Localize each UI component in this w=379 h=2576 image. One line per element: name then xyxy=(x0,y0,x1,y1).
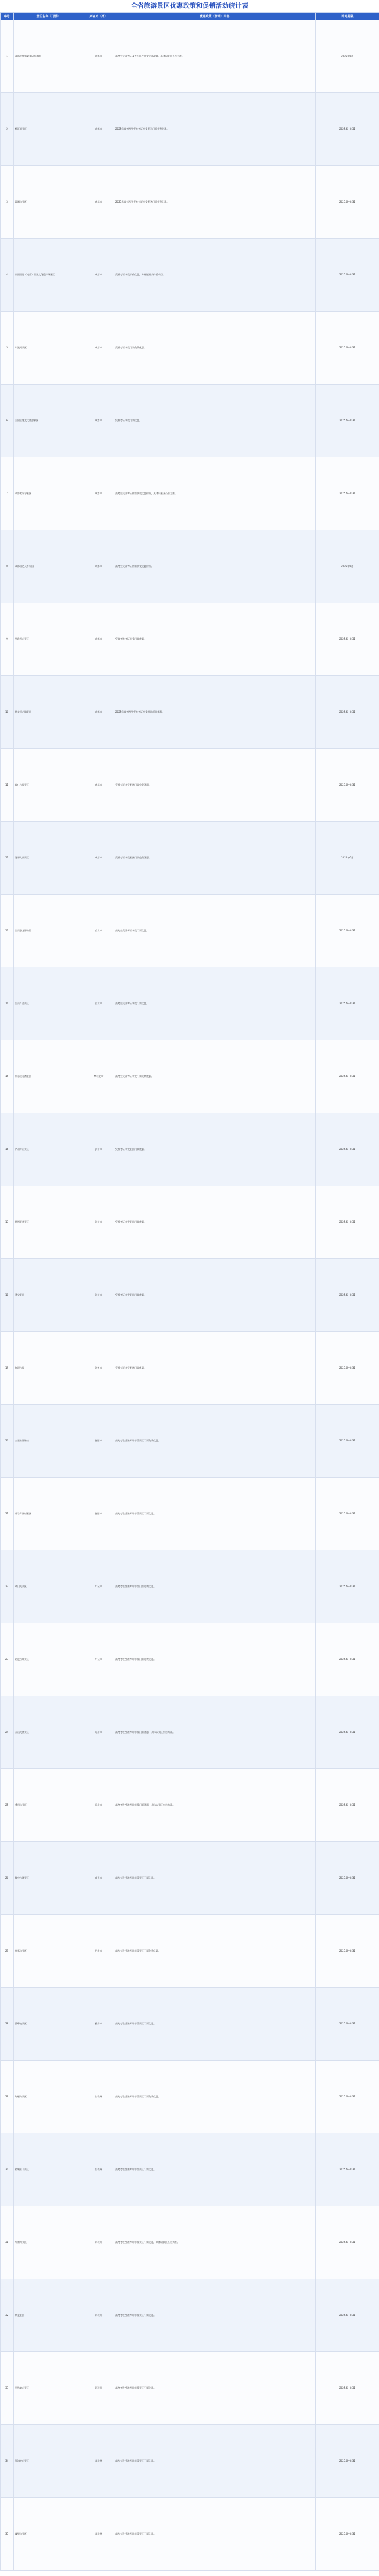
row-number: 13 xyxy=(1,895,14,967)
attraction-name: 尧坝古镇 xyxy=(14,1332,83,1405)
table-row xyxy=(1,2425,379,2498)
city-name: 乐山市 xyxy=(83,1696,114,1769)
attraction-name: 绵竹年画村景区 xyxy=(14,1478,83,1550)
table-body xyxy=(1,20,379,2571)
row-number: 34 xyxy=(1,2425,14,2498)
city-name: 攀枝花市 xyxy=(83,1040,114,1113)
city-name: 成都市 xyxy=(83,93,114,166)
city-name: 泸州市 xyxy=(83,1259,114,1332)
row-number: 6 xyxy=(1,385,14,457)
table-row xyxy=(1,603,379,676)
policy-text: 高考考生凭准考证享受景区门票优惠。 xyxy=(114,2133,316,2206)
row-number: 22 xyxy=(1,1550,14,1623)
table-row xyxy=(1,1040,379,1113)
attraction-name: 乐山大佛景区 xyxy=(14,1696,83,1769)
table-row xyxy=(1,530,379,603)
time-period: 2025.6—8.31 xyxy=(316,1842,379,1915)
policy-text: 高考生凭准考证及身份证件享受优惠政策，具体以景区公告为准。 xyxy=(114,20,316,93)
city-name: 自贡市 xyxy=(83,967,114,1040)
time-period: 2025.6—8.31 xyxy=(316,1040,379,1113)
policy-text: 凭准考证享受景区门票免费优惠。 xyxy=(114,822,316,895)
row-number: 18 xyxy=(1,1259,14,1332)
row-number: 17 xyxy=(1,1186,14,1259)
policy-text: 高考考生凭准考证享受景区门票优惠。 xyxy=(114,1988,316,2061)
policy-text: 高考考生凭准考证享受景区门票优惠。 xyxy=(114,2279,316,2352)
row-number: 14 xyxy=(1,967,14,1040)
time-period: 2025.6—8.31 xyxy=(316,2425,379,2498)
attraction-name: 成都欢乐谷景区 xyxy=(14,457,83,530)
table-row xyxy=(1,2133,379,2206)
policy-text: 高考考生凭准考证享受景区门票优惠。 xyxy=(114,1478,316,1550)
attraction-name: 泸州方山景区 xyxy=(14,1113,83,1186)
row-number: 30 xyxy=(1,2133,14,2206)
attraction-name: 峨眉山景区 xyxy=(14,1769,83,1842)
policy-text: 2025年高考考生凭准考证享受景区门票免费优惠。 xyxy=(114,166,316,239)
row-number: 29 xyxy=(1,2061,14,2133)
row-number: 8 xyxy=(1,530,14,603)
table-row xyxy=(1,312,379,385)
attraction-name: 稻城亚丁景区 xyxy=(14,2133,83,2206)
row-number: 35 xyxy=(1,2498,14,2571)
city-name: 成都市 xyxy=(83,676,114,749)
time-period: 2025.6—8.31 xyxy=(316,385,379,457)
city-name: 成都市 xyxy=(83,239,114,312)
row-number: 23 xyxy=(1,1623,14,1696)
table-row xyxy=(1,1186,379,1259)
attraction-name: 花舞人间景区 xyxy=(14,822,83,895)
row-number: 31 xyxy=(1,2206,14,2279)
table-row xyxy=(1,2206,379,2279)
row-number: 1 xyxy=(1,20,14,93)
table-row xyxy=(1,967,379,1040)
time-period: 2025.6—8.31 xyxy=(316,2133,379,2206)
city-name: 成都市 xyxy=(83,822,114,895)
attraction-name: 黄荆老林景区 xyxy=(14,1186,83,1259)
attraction-name: 九寨沟景区 xyxy=(14,2206,83,2279)
header-region: 所在市（州） xyxy=(83,13,114,20)
city-name: 凉山州 xyxy=(83,2425,114,2498)
city-name: 阿坝州 xyxy=(83,2206,114,2279)
policy-text: 高考考生凭准考证享受门票免费优惠。 xyxy=(114,1550,316,1623)
row-number: 7 xyxy=(1,457,14,530)
header-date: 时间期限 xyxy=(316,13,379,20)
table-row xyxy=(1,385,379,457)
attraction-name: 海螺沟景区 xyxy=(14,2061,83,2133)
policy-text: 高考考生凭准考证享受门票优惠，具体以景区公告为准。 xyxy=(114,1769,316,1842)
city-name: 阿坝州 xyxy=(83,2279,114,2352)
city-name: 成都市 xyxy=(83,530,114,603)
time-period: 2025.6—8.31 xyxy=(316,1696,379,1769)
table-row xyxy=(1,676,379,749)
attraction-name: 中国国际（成都）世界文化遗产城景区 xyxy=(14,239,83,312)
attraction-name: 西岭雪山景区 xyxy=(14,603,83,676)
row-number: 21 xyxy=(1,1478,14,1550)
policy-text: 高考考生凭准考证享受景区门票优惠。 xyxy=(114,1842,316,1915)
row-number: 20 xyxy=(1,1405,14,1478)
policy-text: 凭准考证享受景区门票优惠。 xyxy=(114,1332,316,1405)
row-number: 28 xyxy=(1,1988,14,2061)
row-number: 19 xyxy=(1,1332,14,1405)
city-name: 成都市 xyxy=(83,385,114,457)
time-period: 2025.6—8.31 xyxy=(316,967,379,1040)
table-row xyxy=(1,2498,379,2571)
table-header-row xyxy=(1,13,379,20)
row-number: 25 xyxy=(1,1769,14,1842)
policy-text: 凭准考证享受门票免费优惠。 xyxy=(114,312,316,385)
city-name: 泸州市 xyxy=(83,1113,114,1186)
time-period: 2025.6—8.31 xyxy=(316,1915,379,1988)
policy-text: 凭准考证享受半价优惠，并赠送相关体验项目。 xyxy=(114,239,316,312)
attraction-name: 碧峰峡景区 xyxy=(14,1988,83,2061)
time-period: 2025年6月 xyxy=(316,530,379,603)
row-number: 9 xyxy=(1,603,14,676)
table-row xyxy=(1,1769,379,1842)
table-row xyxy=(1,1915,379,1988)
policy-text: 高考考生凭准考证享受景区门票优惠。 xyxy=(114,2425,316,2498)
city-name: 成都市 xyxy=(83,749,114,822)
row-number: 15 xyxy=(1,1040,14,1113)
row-number: 12 xyxy=(1,822,14,895)
attraction-name: 昭化古城景区 xyxy=(14,1623,83,1696)
policy-text: 高考考生凭准考证享受门票免费优惠。 xyxy=(114,1623,316,1696)
attraction-name: 自贡恐龙博物馆 xyxy=(14,895,83,967)
city-name: 广元市 xyxy=(83,1550,114,1623)
policy-text: 高考生凭准考证享受门票免费优惠。 xyxy=(114,1040,316,1113)
policy-text: 高考生凭准考证购票享受优惠价格。 xyxy=(114,530,316,603)
city-name: 德阳市 xyxy=(83,1405,114,1478)
attraction-name: 光雾山景区 xyxy=(14,1915,83,1988)
row-number: 26 xyxy=(1,1842,14,1915)
header-policy: 优惠政策（活动）内容 xyxy=(114,13,316,20)
attraction-name: 黄龙溪古镇景区 xyxy=(14,676,83,749)
attraction-name: 剑门关景区 xyxy=(14,1550,83,1623)
table-row xyxy=(1,1113,379,1186)
time-period: 2025.6—8.31 xyxy=(316,1478,379,1550)
time-period: 2025.6—8.31 xyxy=(316,1113,379,1186)
attraction-name: 都江堰景区 xyxy=(14,93,83,166)
time-period: 2025年6月 xyxy=(316,822,379,895)
attraction-name: 黄龙景区 xyxy=(14,2279,83,2352)
time-period: 2025.6—8.31 xyxy=(316,1988,379,2061)
attraction-name: 四姑娘山景区 xyxy=(14,2352,83,2425)
time-period: 2025.6—8.31 xyxy=(316,1332,379,1405)
table-row xyxy=(1,1478,379,1550)
city-name: 南充市 xyxy=(83,1842,114,1915)
time-period: 2025.6—8.31 xyxy=(316,1550,379,1623)
attraction-name: 成都国色天乡乐园 xyxy=(14,530,83,603)
table-row xyxy=(1,1405,379,1478)
table-row xyxy=(1,2061,379,2133)
attraction-name: 安仁古镇景区 xyxy=(14,749,83,822)
city-name: 巴中市 xyxy=(83,1915,114,1988)
time-period: 2025.6—8.31 xyxy=(316,166,379,239)
table-row xyxy=(1,1623,379,1696)
row-number: 4 xyxy=(1,239,14,312)
time-period: 2025.6—8.31 xyxy=(316,676,379,749)
table-row xyxy=(1,1696,379,1769)
row-number: 2 xyxy=(1,93,14,166)
attraction-name: 螺髻山景区 xyxy=(14,2498,83,2571)
time-period: 2025.6—8.31 xyxy=(316,93,379,166)
policy-text: 高考考生凭准考证享受景区门票免费优惠。 xyxy=(114,1915,316,1988)
table-row xyxy=(1,822,379,895)
time-period: 2025.6—8.31 xyxy=(316,1259,379,1332)
table-row xyxy=(1,1988,379,2061)
city-name: 成都市 xyxy=(83,166,114,239)
table-row xyxy=(1,166,379,239)
policy-text: 凭准考证享受景区门票优惠。 xyxy=(114,1113,316,1186)
time-period: 2025.6—8.31 xyxy=(316,457,379,530)
time-period: 2025.6—8.31 xyxy=(316,239,379,312)
promotion-table xyxy=(0,12,379,2571)
table-row xyxy=(1,239,379,312)
header-no: 序号 xyxy=(1,13,14,20)
city-name: 泸州市 xyxy=(83,1186,114,1259)
policy-text: 高考生凭准考证享受门票优惠。 xyxy=(114,967,316,1040)
table-row xyxy=(1,1332,379,1405)
row-number: 5 xyxy=(1,312,14,385)
row-number: 27 xyxy=(1,1915,14,1988)
table-row xyxy=(1,2279,379,2352)
attraction-name: 三星堆博物馆 xyxy=(14,1405,83,1478)
table-row xyxy=(1,2352,379,2425)
policy-text: 高考考生凭准考证享受景区门票免费优惠。 xyxy=(114,2061,316,2133)
attraction-name: 阆中古城景区 xyxy=(14,1842,83,1915)
policy-text: 凭准考证享受景区门票优惠。 xyxy=(114,1259,316,1332)
table-row xyxy=(1,895,379,967)
policy-text: 凭准考证享受景区门票优惠。 xyxy=(114,1186,316,1259)
attraction-name: 自贡灯会景区 xyxy=(14,967,83,1040)
city-name: 成都市 xyxy=(83,603,114,676)
time-period: 2025.6—8.31 xyxy=(316,2279,379,2352)
table-row xyxy=(1,93,379,166)
page-title: 全省旅游景区优惠政策和促销活动统计表 xyxy=(0,0,379,12)
city-name: 成都市 xyxy=(83,312,114,385)
city-name: 成都市 xyxy=(83,457,114,530)
table-row xyxy=(1,1259,379,1332)
city-name: 广元市 xyxy=(83,1623,114,1696)
city-name: 雅安市 xyxy=(83,1988,114,2061)
city-name: 成都市 xyxy=(83,20,114,93)
row-number: 10 xyxy=(1,676,14,749)
attraction-name: 邛海泸山景区 xyxy=(14,2425,83,2498)
attraction-name: 六渡河景区 xyxy=(14,312,83,385)
city-name: 甘孜州 xyxy=(83,2061,114,2133)
time-period: 2025.6—8.31 xyxy=(316,2061,379,2133)
row-number: 16 xyxy=(1,1113,14,1186)
table-row xyxy=(1,20,379,93)
policy-text: 凭准考证享受门票优惠。 xyxy=(114,385,316,457)
city-name: 凉山州 xyxy=(83,2498,114,2571)
attraction-name: 三国主题文化旅游景区 xyxy=(14,385,83,457)
city-name: 泸州市 xyxy=(83,1332,114,1405)
policy-text: 高考考生凭准考证享受景区门票优惠。 xyxy=(114,2352,316,2425)
table-row xyxy=(1,457,379,530)
policy-text: 高考考生凭准考证享受门票优惠，具体以景区公告为准。 xyxy=(114,1696,316,1769)
policy-text: 高考生凭准考证购票享受优惠价格，具体以景区公告为准。 xyxy=(114,457,316,530)
time-period: 2025.6—8.31 xyxy=(316,2352,379,2425)
row-number: 32 xyxy=(1,2279,14,2352)
attraction-name: 佛宝景区 xyxy=(14,1259,83,1332)
time-period: 2025.6—8.31 xyxy=(316,749,379,822)
table-row xyxy=(1,1842,379,1915)
time-period: 2025.6—8.31 xyxy=(316,1769,379,1842)
city-name: 乐山市 xyxy=(83,1769,114,1842)
policy-text: 高考考生凭准考证享受景区门票优惠，具体以景区公告为准。 xyxy=(114,2206,316,2279)
time-period: 2025.6—8.31 xyxy=(316,603,379,676)
attraction-name: 青城山景区 xyxy=(14,166,83,239)
city-name: 甘孜州 xyxy=(83,2133,114,2206)
time-period: 2025.6—8.31 xyxy=(316,312,379,385)
time-period: 2025.6—8.31 xyxy=(316,2498,379,2571)
time-period: 2025.6—8.31 xyxy=(316,1623,379,1696)
attraction-name: 成都大熊猫繁育研究基地 xyxy=(14,20,83,93)
row-number: 24 xyxy=(1,1696,14,1769)
city-name: 德阳市 xyxy=(83,1478,114,1550)
policy-text: 高考考生凭准考证享受景区门票优惠。 xyxy=(114,2498,316,2571)
city-name: 自贡市 xyxy=(83,895,114,967)
policy-text: 2025年高考考生凭准考证享受景区门票免费优惠。 xyxy=(114,93,316,166)
policy-text: 凭准考证享受景区门票免费优惠。 xyxy=(114,749,316,822)
policy-text: 高考生凭准考证享受门票优惠。 xyxy=(114,895,316,967)
time-period: 2025.6—8.31 xyxy=(316,895,379,967)
header-name: 景区名称（门票） xyxy=(14,13,83,20)
time-period: 2025.6—8.31 xyxy=(316,1405,379,1478)
time-period: 2025.6—8.31 xyxy=(316,1186,379,1259)
row-number: 11 xyxy=(1,749,14,822)
policy-text: 高考考生凭准考证享受景区门票免费优惠。 xyxy=(114,1405,316,1478)
time-period: 2025年6月 xyxy=(316,20,379,93)
policy-text: 凭高考准考证享受门票优惠。 xyxy=(114,603,316,676)
policy-text: 2025年高考考生凭准考证享受相关项目优惠。 xyxy=(114,676,316,749)
time-period: 2025.6—8.31 xyxy=(316,2206,379,2279)
city-name: 阿坝州 xyxy=(83,2352,114,2425)
attraction-name: 米易迷易湾景区 xyxy=(14,1040,83,1113)
row-number: 33 xyxy=(1,2352,14,2425)
row-number: 3 xyxy=(1,166,14,239)
table-row xyxy=(1,1550,379,1623)
table-row xyxy=(1,749,379,822)
